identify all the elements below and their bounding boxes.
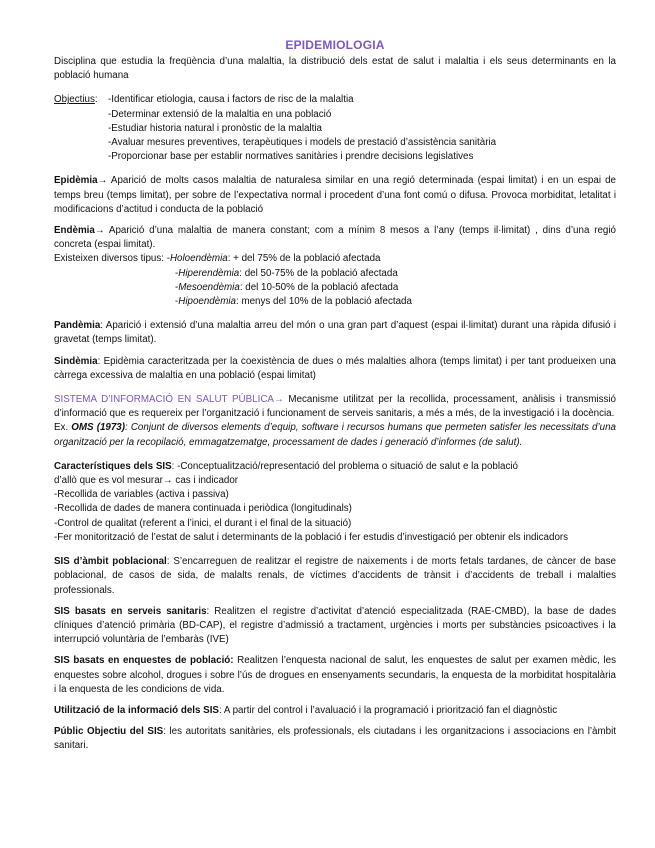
objective-item: -Estudiar historia natural i pronòstic de la malaltia (108, 122, 323, 134)
endemia-type-name: Hipoendèmia (178, 296, 236, 308)
caracteristiques-line: d’allò que es vol mesurar→ cas i indicador (54, 475, 239, 487)
objectives-section (54, 93, 616, 164)
sis-paragraph (54, 393, 616, 421)
objectives-colon: : (94, 94, 98, 106)
arrow-icon: → (273, 394, 284, 406)
enquestes-paragraph (54, 654, 616, 697)
caracteristiques-section (54, 460, 616, 545)
caracteristiques-line: -Recollida de variables (activa i passiva) (54, 489, 229, 501)
objective-item: -Identificar etiologia, causa i factors de risc de la malaltia (108, 94, 354, 106)
endemia-type-desc: : del 10-50% de la població afectada (239, 281, 399, 293)
ambit-paragraph (54, 555, 616, 598)
sis-heading: SISTEMA D’INFORMACIÓ EN SALUT PÚBLICA (54, 394, 274, 406)
caracteristiques-line: -Recollida de dades de manera continuada i periòdica (longitudinals) (54, 503, 352, 515)
serveis-term: SIS basats en serveis sanitaris (54, 605, 207, 617)
arrow-icon: → (94, 225, 105, 237)
endemia-term: Endèmia (54, 225, 95, 237)
objective-item: -Avaluar mesures preventives, terapèutiques i models de prestació d’assistència sanitària (108, 137, 497, 149)
utilitzacio-paragraph (54, 704, 616, 718)
caracteristiques-line: -Control de qualitat (referent a l’inici, el durant i el final de la situació) (54, 517, 352, 529)
arrow-icon: → (97, 175, 108, 187)
epidemia-paragraph (54, 174, 616, 217)
pandemia-text: : Aparició i extensió d’una malaltia arreu del món o una gran part d’aquest (espai il·limitat) durant una ràpida difusió i gravetat (temps limitat). (54, 320, 616, 346)
pandemia-term: Pandèmia (54, 320, 101, 332)
epidemia-term: Epidèmia (54, 175, 98, 187)
public-text: : les autoritats sanitàries, els professionals, els ciutadans i les organitzacions i associacions en l’àmbit sanitari. (54, 726, 617, 752)
endemia-types: Existeixen diversos tipus: -Holoendèmia: + del 75% de la població afectada -Hiperendèmia: del 50-75% de la població afectada -Mesoendèmia: del 10-50% de la població afectada -Hipoendèmia: menys del 10% de la població afectada (54, 253, 412, 308)
ambit-term: SIS d’àmbit poblacional (54, 556, 167, 568)
serveis-text: : Realitzen el registre d’activitat d’atenció especialitzada (RAE-CMBD), la base de dades clíniques d’atenció primària (BD-CAP), el registre d’admissió a tractament, urgències i morts per substàncies psicoactives i la interrupció voluntària de l’embaràs (IVE) (54, 605, 616, 646)
sis-example (54, 421, 616, 449)
document-page (54, 38, 616, 754)
endemia-paragraph (54, 224, 616, 252)
endemia-type-desc: : del 50-75% de la població afectada (239, 267, 398, 279)
utilitzacio-term: Utilització de la informació dels SIS (54, 704, 219, 716)
endemia-type-name: Hiperendèmia (178, 267, 240, 279)
epidemia-text: Aparició de molts casos malaltia de naturalesa similar en una regió determinada (espai limitat) i en un espai de temps breu (temps limitat), per sobre de l’expectativa normal i procedent d’una font comú o difusa. Provoca morbiditat, letalitat i modificacions d’actitud i conducta de la població (54, 175, 616, 215)
sis-example-source: OMS (1973) (71, 422, 126, 434)
pandemia-paragraph (54, 319, 616, 347)
endemia-type-name: Holoendèmia (169, 253, 228, 265)
intro-paragraph: Disciplina que estudia la freqüència d’una malaltia, la distribució dels estat de salut i malaltia i els seus determinants en la població humana (54, 56, 616, 82)
serveis-paragraph (54, 605, 616, 648)
public-paragraph (54, 725, 616, 753)
public-term: Públic Objectiu del SIS (54, 726, 164, 738)
endemia-text: Aparició d’una malaltia de manera constant; com a mínim 8 mesos a l’any (temps il·limitat) , dins d’una regió concreta (espai limitat). (54, 225, 616, 251)
objectives-label: Objectius (54, 94, 95, 106)
utilitzacio-text: : A partir del control i l’avaluació i la programació i priorització fan el diagnòstic (218, 704, 558, 716)
objective-item: -Proporcionar base per establir normatives sanitàries i prendre decisions legislatives (108, 151, 474, 163)
caracteristiques-line: : -Conceptualització/representació del problema o situació de salut e la població (171, 460, 518, 472)
enquestes-term: SIS basats en enquestes de població: (54, 655, 234, 667)
objective-item: -Determinar extensió de la malaltia en una població (108, 108, 332, 120)
endemia-types-intro: Existeixen diversos tipus: - (54, 253, 170, 265)
caracteristiques-term: Característiques dels SIS (54, 460, 172, 472)
sindemia-term: Sindèmia (54, 355, 98, 367)
caracteristiques-line: -Fer monitorització de l’estat de salut i determinants de la població i fer estudis d’investigació per obtenir els indicadors (54, 531, 569, 543)
sindemia-text: : Epidèmia caracteritzada per la coexistència de dues o més malalties alhora (temps limitat) i per tant produeixen una càrrega excessiva de malaltia en una població (espai limitat) (54, 355, 616, 381)
sis-text: Mecanisme utilitzat per la recollida, processament, anàlisis i transmissió d’informació que es requereix per l’organització i funcionament de serveis sanitaris, a més a més, de la investigació i la docència. (54, 394, 616, 420)
enquestes-text: Realitzen l’enquesta nacional de salut, les enquestes de salut per examen mèdic, les enquestes sobre alcohol, drogues i sobre l’ús de drogues en ensenyaments secundaris, la enquesta de la morbiditat hospitalària i la enquesta de les condicions de vida. (54, 655, 616, 695)
ambit-text: : S’encarreguen de realitzar el registre de naixements i de morts fetals tardanes, de càncer de base poblacional, de casos de sida, de malalts renals, de víctimes d’accidents de trànsit i d’accidents de treball i malalties professionals. (54, 556, 616, 596)
endemia-type-name: Mesoendèmia (178, 281, 240, 293)
page-title: EPIDEMIOLOGIA (285, 38, 385, 52)
sis-example-text: : Conjunt de diversos elements d’equip, software i recursos humans que permeten satisfer les necessitats d’una organització per la recopilació, emmagatzematge, processament de dades i generació d’informes (de salut). (54, 422, 616, 448)
endemia-type-desc: : + del 75% de la població afectada (227, 253, 381, 265)
endemia-type-desc: : menys del 10% de la població afectada (236, 296, 412, 308)
sis-example-prefix: Ex. (54, 422, 72, 434)
sindemia-paragraph (54, 355, 616, 383)
